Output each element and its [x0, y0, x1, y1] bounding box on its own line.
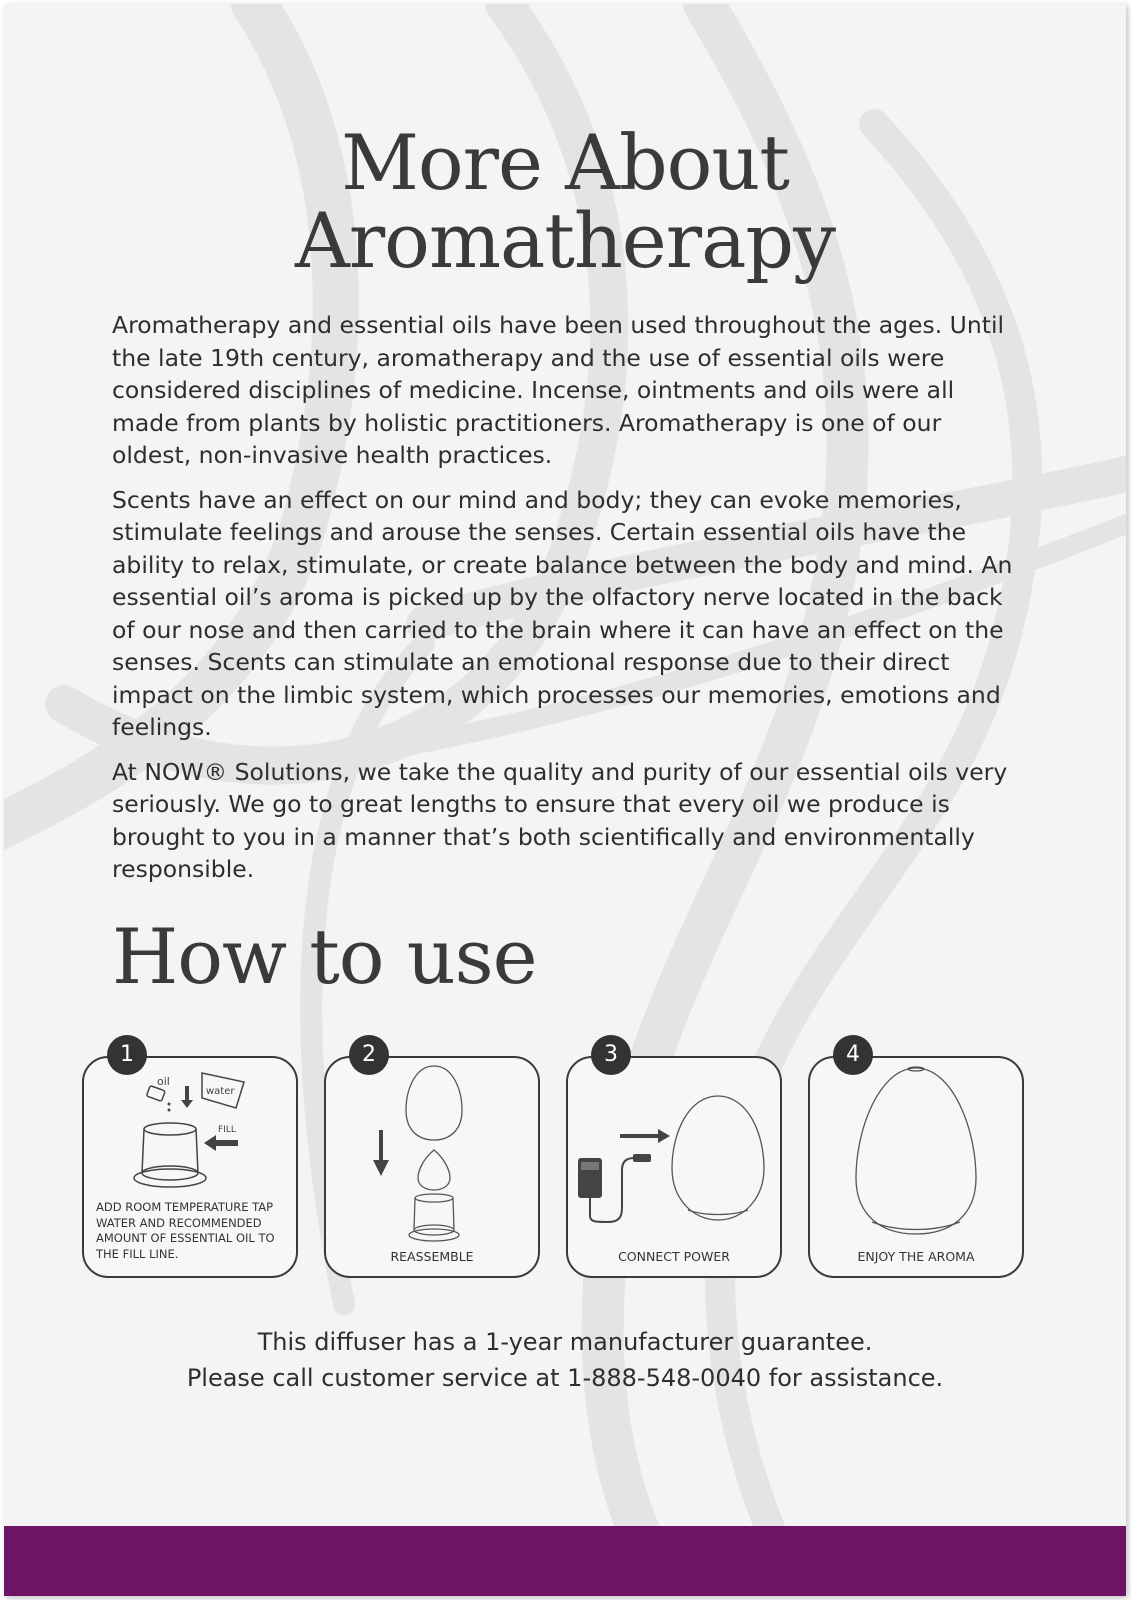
fill-label: FILL	[218, 1125, 236, 1135]
paragraph-effects: Scents have an effect on our mind and body; they can evoke memories, stimulate feelings and arouse the senses. Certain essential oils have the ability to relax, stimulate, or create balance between the body and mind. An essential oil’s aroma is picked up by the olfactory nerve located in the back of our nose and then carried to the brain where it can have an effect on the senses. Scents can stimulate an emotional response due to their direct impact on the limbic system, which processes our memories, emotions and feelings.	[112, 485, 1013, 741]
page-title-line-1: More About	[341, 118, 789, 207]
power-adapter-icon	[568, 1058, 780, 1276]
reassemble-icon	[326, 1058, 538, 1276]
page-title-line-2: Aromatherapy	[294, 196, 836, 285]
step-2-number-badge: 2	[349, 1035, 389, 1075]
intro-body	[112, 309, 1022, 898]
how-to-use-heading: How to use	[112, 912, 537, 1001]
step-2-caption: REASSEMBLE	[390, 1249, 474, 1264]
document-page	[4, 4, 1126, 1596]
step-3-panel	[566, 1056, 782, 1278]
water-label: water	[206, 1086, 235, 1097]
guarantee-notice	[4, 1324, 1126, 1396]
oil-label: oil	[157, 1075, 170, 1088]
paragraph-history: Aromatherapy and essential oils have been used throughout the ages. Until the late 19th century, aromatherapy and the use of essential oils were considered disciplines of medicine. Incense, ointments and oils were all made from plants by holistic practitioners. Aromatherapy is one of our oldest, non-invasive health practices.	[112, 311, 1005, 469]
step-4-caption: ENJOY THE AROMA	[857, 1249, 975, 1264]
paragraph-quality: At NOW® Solutions, we take the quality and purity of our essential oils very seriously. We go to great lengths to ensure that every oil we produce is brought to you in a manner that’s both scientifically and environmentally responsible.	[112, 757, 1008, 883]
bottom-color-band	[4, 1526, 1126, 1596]
step-4-panel	[808, 1056, 1024, 1278]
diffuser-icon	[810, 1058, 1022, 1276]
step-1-panel	[82, 1056, 298, 1278]
step-4-number-badge: 4	[833, 1035, 873, 1075]
step-3-number-badge: 3	[591, 1035, 631, 1075]
step-3-caption: CONNECT POWER	[618, 1249, 730, 1264]
step-1-number-badge: 1	[107, 1035, 147, 1075]
step-1-caption: ADD ROOM TEMPERATURE TAP WATER AND RECOMMENDED AMOUNT OF ESSENTIAL OIL TO THE FILL LINE.	[96, 1200, 275, 1261]
page-title	[4, 118, 1126, 285]
guarantee-line: This diffuser has a 1-year manufacturer guarantee.	[257, 1328, 873, 1356]
step-2-panel	[324, 1056, 540, 1278]
customer-service-line: Please call customer service at 1-888-548-0040 for assistance.	[186, 1364, 944, 1392]
